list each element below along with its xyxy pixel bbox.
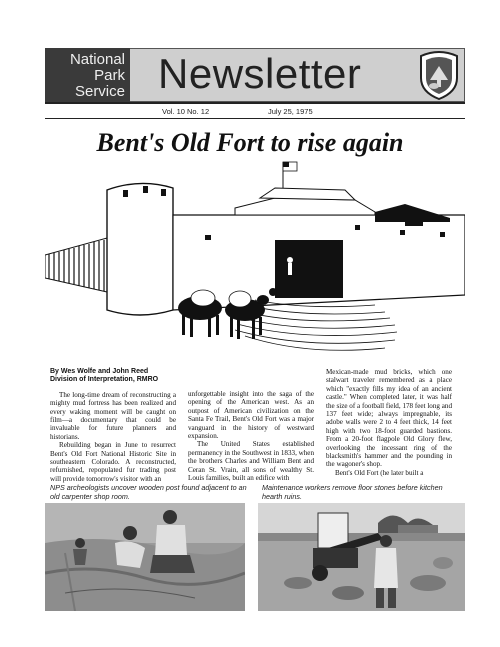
article-column-2 — [188, 390, 314, 482]
article-column-3 — [326, 368, 452, 477]
left-wall-hatching — [45, 238, 107, 292]
photo-caption-left: NPS archeologists uncover wooden post found adjacent to an old carpenter shop room. — [50, 483, 247, 501]
org-line-2: Park — [94, 67, 125, 84]
paragraph: unforgettable insight into the saga of the opening of the American west. As an outpost of American civilization on the Santa Fe Trail, Bent's Old Fort was a major vanguard in the history of westward expansion. — [188, 390, 314, 441]
fort-illustration — [45, 160, 465, 360]
org-line-1: National — [69, 51, 125, 68]
meta-rule — [45, 118, 465, 119]
archeologists-photo — [45, 503, 245, 611]
nps-name-block — [45, 48, 130, 102]
paragraph: Mexican-made mud bricks, which one stalwart traveler remembered as a place which "exactly fills my idea of an ancient castle." When completed later, it was half the size of a football field, 178 feet long and 137 feet wide; always impregnable, its adobe walls were 2 to 4 feet thick, 14 feet high with two 18-foot guarded bastions. From a 20-foot flagpole Old Glory flew, overlooking the incessant ring of the blacksmith's hammer and the pounding in the wagoner's shop. — [326, 368, 452, 469]
newsletter-title: Newsletter — [158, 50, 362, 97]
paragraph: Bent's Old Fort (he later built a — [335, 468, 424, 477]
byline-division: Division of Interpretation, RMRO — [50, 376, 159, 384]
maintenance-workers-photo — [258, 503, 465, 611]
paragraph: Rebuilding began in June to resurrect Bent's Old Fort National Historic Site in southeastern Colorado. A reconstructed, refurnished, repopulated fur trading post will provide tomorrow's visitor with an — [50, 441, 176, 483]
article-headline: Bent's Old Fort to rise again — [96, 128, 404, 157]
volume-label: Vol. 10 No. 12 — [162, 107, 210, 116]
nps-arrowhead-logo-icon — [417, 50, 461, 100]
paragraph: The long-time dream of reconstructing a mighty mud fortress has been realized and every waking moment will be caught on film—a documentary that could be invaluable for future planners and historians. — [50, 390, 176, 441]
paragraph: The United States established permanency in the Southwest in 1833, when the brothers Charles and William Bent and Ceran St. Vrain, all sons of wealthy St. Louis families, built an edifice with — [188, 440, 314, 483]
photo-caption-right: Maintenance workers remove floor stones before kitchen hearth ruins. — [262, 483, 443, 501]
article-column-1 — [50, 368, 176, 483]
issue-date: July 25, 1975 — [268, 107, 313, 116]
byline-authors: By Wes Wolfe and John Reed — [50, 368, 149, 375]
masthead-rule — [45, 102, 465, 104]
org-line-3: Service — [74, 83, 125, 100]
